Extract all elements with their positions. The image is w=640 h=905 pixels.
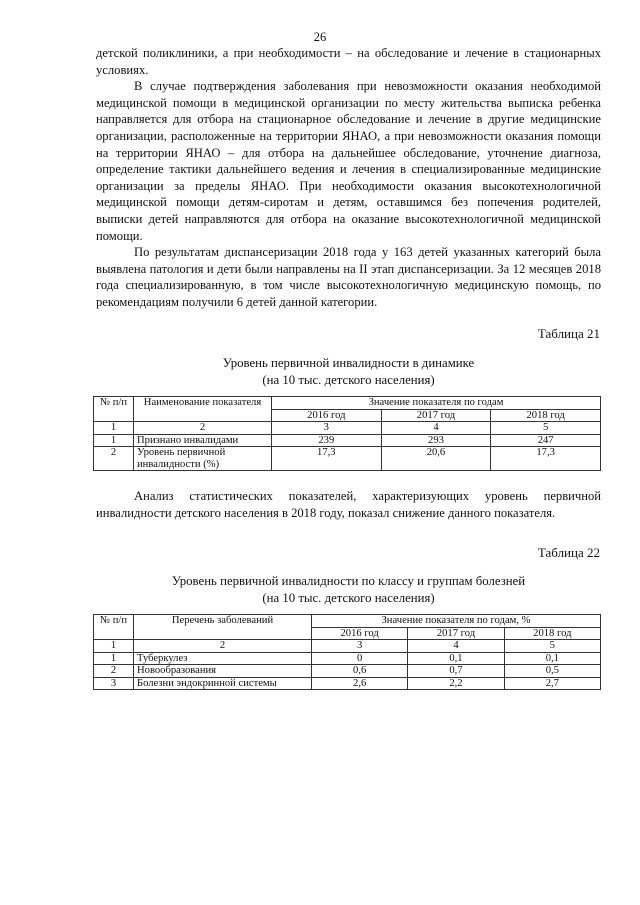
t21-header-values: Значение показателя по годам xyxy=(272,397,601,410)
t21-cell: 17,3 xyxy=(272,447,382,471)
t21-colnum: 4 xyxy=(381,422,491,435)
paragraph-1: детской поликлиники, а при необходимости – на обследование и лечение в стационарных условиях. xyxy=(96,46,601,77)
t22-cell: 0,5 xyxy=(504,665,600,678)
table22-title xyxy=(96,573,601,606)
table-22 xyxy=(93,614,601,690)
table21-title-line1: Уровень первичной инвалидности в динамике xyxy=(222,356,475,370)
t21-row-name: Уровень первичной инвалидности (%) xyxy=(134,447,272,471)
t21-cell: 239 xyxy=(272,434,382,447)
table21-title-line2: (на 10 тыс. детского населения) xyxy=(262,372,435,387)
t22-row-num: 1 xyxy=(94,652,134,665)
t22-cell: 2,7 xyxy=(504,677,600,690)
t21-year: 2018 год xyxy=(491,409,601,422)
t22-cell: 0,1 xyxy=(408,652,504,665)
t21-header-num: № п/п xyxy=(94,397,134,422)
t22-year: 2018 год xyxy=(504,627,600,640)
t21-cell: 20,6 xyxy=(381,447,491,471)
table21-label: Таблица 21 xyxy=(537,326,600,341)
t21-colnum: 3 xyxy=(272,422,382,435)
t22-header-num: № п/п xyxy=(94,615,134,640)
t21-cell: 247 xyxy=(491,434,601,447)
table-row xyxy=(94,652,601,665)
t22-year: 2016 год xyxy=(312,627,408,640)
t21-row-num: 1 xyxy=(94,434,134,447)
paragraph-2: В случае подтверждения заболевания при невозможности оказания необходимой медицинской помощи в медицинской организации по месту жительства выписка ребенка направляется для отбора на стационарное обследование и лечение в другие медицинские организации, расположенные на территории ЯНАО, а при невозможности оказания помощи на территории ЯНАО – для отбора на дальнейшее обследование, уточнение диагноза, определение тактики дальнейшего ведения и лечения в специализированные медицинские организации за пределы ЯНАО. При необходимости оказания высокотехнологичной медицинской помощи детям-сиротам и детям, оставшимся без попечения родителей, выписки детей направляются для отбора на оказание высокотехнологичной медицинской помощи. xyxy=(96,79,601,243)
table-row xyxy=(94,447,601,471)
t22-cell: 2,2 xyxy=(408,677,504,690)
t22-row-num: 3 xyxy=(94,677,134,690)
t21-year: 2017 год xyxy=(381,409,491,422)
table22-label: Таблица 22 xyxy=(537,545,600,560)
table22-title-line2: (на 10 тыс. детского населения) xyxy=(262,590,435,605)
body-text-middle xyxy=(96,488,601,521)
t21-header-name: Наименование показателя xyxy=(134,397,272,422)
table-row xyxy=(94,434,601,447)
t21-colnum-row xyxy=(94,422,601,435)
t22-row-name: Новообразования xyxy=(134,665,312,678)
paragraph-3: По результатам диспансеризации 2018 года у 163 детей указанных категорий была выявлена патология и дети были направлены на II этап диспансеризации. За 12 месяцев 2018 года специализированную, в том числе высокотехнологичную медицинскую помощь, по рекомендациям получили 6 детей данной категории. xyxy=(96,245,601,309)
t22-cell: 0,6 xyxy=(312,665,408,678)
t22-row-name: Туберкулез xyxy=(134,652,312,665)
table-row xyxy=(94,665,601,678)
t22-header-name: Перечень заболеваний xyxy=(134,615,312,640)
page-number: 26 xyxy=(313,30,327,44)
t22-row-name: Болезни эндокринной системы xyxy=(134,677,312,690)
t21-colnum: 5 xyxy=(491,422,601,435)
table-21 xyxy=(93,396,601,471)
t22-cell: 0 xyxy=(312,652,408,665)
t22-cell: 0,7 xyxy=(408,665,504,678)
t21-colnum: 2 xyxy=(134,422,272,435)
t22-cell: 2,6 xyxy=(312,677,408,690)
t21-year: 2016 год xyxy=(272,409,382,422)
t22-colnum: 1 xyxy=(94,640,134,653)
t22-row-num: 2 xyxy=(94,665,134,678)
t22-year: 2017 год xyxy=(408,627,504,640)
t22-colnum: 5 xyxy=(504,640,600,653)
body-text-top xyxy=(96,45,601,311)
t21-cell: 17,3 xyxy=(491,447,601,471)
paragraph-4: Анализ статистических показателей, характеризующих уровень первичной инвалидности детского населения в 2018 году, показал снижение данного показателя. xyxy=(96,489,601,520)
t21-row-num: 2 xyxy=(94,447,134,471)
t22-cell: 0,1 xyxy=(504,652,600,665)
t22-colnum: 3 xyxy=(312,640,408,653)
t21-row-name: Признано инвалидами xyxy=(134,434,272,447)
t21-cell: 293 xyxy=(381,434,491,447)
t22-colnum: 4 xyxy=(408,640,504,653)
table21-title xyxy=(96,355,601,388)
table22-title-line1: Уровень первичной инвалидности по классу и группам болезней xyxy=(171,574,526,588)
table-row xyxy=(94,677,601,690)
t22-colnum-row xyxy=(94,640,601,653)
t21-colnum: 1 xyxy=(94,422,134,435)
t22-colnum: 2 xyxy=(134,640,312,653)
t22-header-values: Значение показателя по годам, % xyxy=(312,615,601,628)
